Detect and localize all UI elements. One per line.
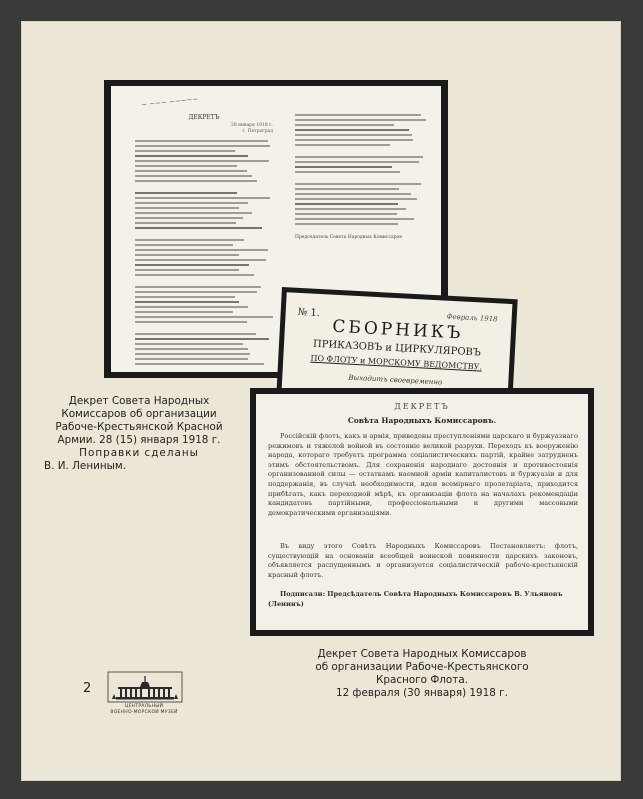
draft-text-line bbox=[135, 239, 244, 241]
museum-logo-line-1: ЦЕНТРАЛЬНЫЙ bbox=[124, 704, 164, 709]
draft-text-line bbox=[295, 213, 397, 215]
caption-right-line: Декрет Совета Народных Комиссаров bbox=[317, 648, 527, 660]
sbornik-subtitle: ПРИКАЗОВЪ и ЦИРКУЛЯРОВЪ bbox=[312, 338, 482, 359]
draft-text-line bbox=[135, 202, 248, 204]
sbornik-subtitle-fleet: ПО ФЛОТУ и МОРСКОМУ ВЕДОМСТВУ. bbox=[310, 353, 483, 372]
draft-title: ДЕКРЕТЪ bbox=[188, 114, 220, 121]
draft-text-line bbox=[135, 170, 247, 172]
decree-signature: Подписали: Предсѣдатель Совѣта Народныхъ Комиссаровъ В. Ульяновъ (Ленинъ) bbox=[268, 590, 563, 608]
sbornik-footer: Выходитъ своевременно bbox=[348, 373, 443, 387]
caption-right bbox=[262, 648, 582, 700]
draft-text-line bbox=[295, 144, 390, 146]
draft-text-line bbox=[135, 212, 252, 214]
draft-text-line bbox=[135, 145, 270, 147]
draft-text-line bbox=[135, 311, 233, 313]
decree-subheading: Совѣта Народныхъ Комиссаровъ. bbox=[347, 416, 497, 425]
draft-text-line bbox=[135, 269, 239, 271]
draft-text-line bbox=[135, 316, 273, 318]
caption-left-line: Армии. 28 (15) января 1918 г. bbox=[57, 434, 221, 446]
museum-logo-text bbox=[98, 704, 190, 716]
caption-right-line: 12 февраля (30 января) 1918 г. bbox=[336, 687, 508, 699]
draft-text-line bbox=[295, 166, 392, 168]
draft-text-line bbox=[135, 150, 235, 152]
draft-text-line bbox=[135, 338, 269, 340]
draft-text-line bbox=[295, 134, 412, 136]
draft-text-line bbox=[135, 180, 257, 182]
draft-text-line bbox=[135, 155, 248, 157]
decree-printed-paper bbox=[256, 394, 588, 630]
caption-left-line: В. И. Лениным. bbox=[44, 460, 127, 472]
draft-text-line bbox=[135, 301, 239, 303]
caption-left-line: Рабоче-Крестьянской Красной bbox=[55, 421, 223, 433]
museum-logo-line-2: ВОЕННО-МОРСКОЙ МУЗЕЙ bbox=[110, 710, 178, 715]
handwritten-note: ~ ~~~ ~~~~~ bbox=[140, 95, 199, 109]
draft-text-line bbox=[135, 160, 269, 162]
sbornik-cover-paper bbox=[282, 292, 513, 402]
draft-left-text-lines bbox=[135, 140, 273, 365]
caption-left-line: Комиссаров об организации bbox=[61, 408, 217, 420]
draft-text-line bbox=[135, 296, 235, 298]
draft-text-line bbox=[135, 264, 249, 266]
draft-text-line bbox=[135, 222, 236, 224]
draft-text-line bbox=[135, 227, 262, 229]
draft-text-line bbox=[135, 197, 270, 199]
draft-text-line bbox=[135, 348, 248, 350]
decree-paragraph-1: Россійскій флотъ, какъ и армія, приведены преступленіями царскаго и буржуазнаго режимовъ и тяжелой войной въ состояніе великой разрухи. Переходъ къ вооруженію народа, котораго требуетъ программа соціалистическихъ партій, крайне затрудненъ этимъ обстоятельствомъ. Для сохраненія народнаго достоянія и противостоянія организованной силы — остаткамъ наемной арміи капиталистовъ и буржуазіи и для поддержанія, въ случаѣ необходимости, идеи всемірнаго пролетаріата, приходится прибѣгать, какъ переходной мѣрѣ, къ организаціи флота на началахъ рекомендаціи кандидатовъ партійными, профессіональными и другими массовыми демократическими организаціями. bbox=[268, 432, 578, 517]
decree-heading: ДЕКРЕТЪ bbox=[394, 402, 450, 411]
draft-text-line bbox=[135, 140, 268, 142]
caption-left-line: Поправки сделаны bbox=[79, 447, 199, 459]
draft-text-line bbox=[295, 208, 406, 210]
decree-printed-scan bbox=[250, 388, 594, 636]
draft-text-line bbox=[295, 114, 421, 116]
caption-right-line: об организации Рабоче-Крестьянского bbox=[315, 661, 529, 673]
draft-signature: Председатель Совета Народных Комиссаров bbox=[295, 235, 402, 240]
draft-text-line bbox=[295, 198, 417, 200]
draft-text-line bbox=[135, 343, 243, 345]
draft-text-line bbox=[295, 171, 400, 173]
draft-text-line bbox=[135, 207, 239, 209]
caption-left bbox=[36, 395, 242, 473]
decree-paragraph-2: Въ виду этого Совѣтъ Народныхъ Комиссаровъ Постановляетъ: флотъ, существующій на основаніи всеобщей воинской повинности царскихъ законовъ, объявляется распущеннымъ и организуется соціалистическій рабоче-крестьянскій красный флотъ. bbox=[268, 542, 578, 579]
draft-text-line bbox=[135, 353, 250, 355]
caption-right-line: Красного Флота. bbox=[376, 674, 468, 686]
draft-text-line bbox=[295, 161, 419, 163]
page-number: 2 bbox=[83, 681, 92, 696]
draft-text-line bbox=[295, 129, 409, 131]
draft-text-line bbox=[135, 286, 261, 288]
draft-text-line bbox=[295, 223, 398, 225]
caption-left-line: Декрет Совета Народных bbox=[68, 395, 210, 407]
draft-text-line bbox=[135, 259, 266, 261]
draft-right-text-lines bbox=[295, 114, 427, 225]
draft-text-line bbox=[135, 291, 257, 293]
draft-text-line bbox=[295, 156, 423, 158]
draft-date: 28 января 1918 г. bbox=[230, 123, 273, 128]
draft-text-line bbox=[135, 358, 248, 360]
draft-text-line bbox=[135, 274, 254, 276]
draft-text-line bbox=[135, 192, 237, 194]
draft-text-line bbox=[295, 139, 413, 141]
draft-text-line bbox=[295, 193, 411, 195]
draft-left-column bbox=[135, 114, 273, 368]
draft-text-line bbox=[295, 124, 394, 126]
draft-text-line bbox=[295, 203, 398, 205]
draft-text-line bbox=[135, 249, 268, 251]
draft-text-line bbox=[135, 306, 248, 308]
sbornik-number: № 1. bbox=[297, 306, 321, 320]
draft-text-line bbox=[295, 119, 426, 121]
draft-text-line bbox=[135, 321, 247, 323]
draft-text-line bbox=[135, 254, 239, 256]
draft-text-line bbox=[295, 188, 399, 190]
draft-text-line bbox=[135, 217, 243, 219]
draft-text-line bbox=[135, 165, 237, 167]
sbornik-title: СБОРНИКЪ bbox=[331, 316, 464, 344]
draft-text-line bbox=[295, 218, 414, 220]
draft-text-line bbox=[135, 244, 233, 246]
sbornik-date: Февраль 1918 bbox=[446, 312, 498, 324]
draft-text-line bbox=[135, 175, 252, 177]
draft-text-line bbox=[295, 183, 421, 185]
draft-text-line bbox=[135, 363, 264, 365]
draft-text-line bbox=[135, 333, 256, 335]
draft-city: г. Петроград bbox=[242, 129, 273, 134]
draft-right-column bbox=[295, 114, 427, 240]
